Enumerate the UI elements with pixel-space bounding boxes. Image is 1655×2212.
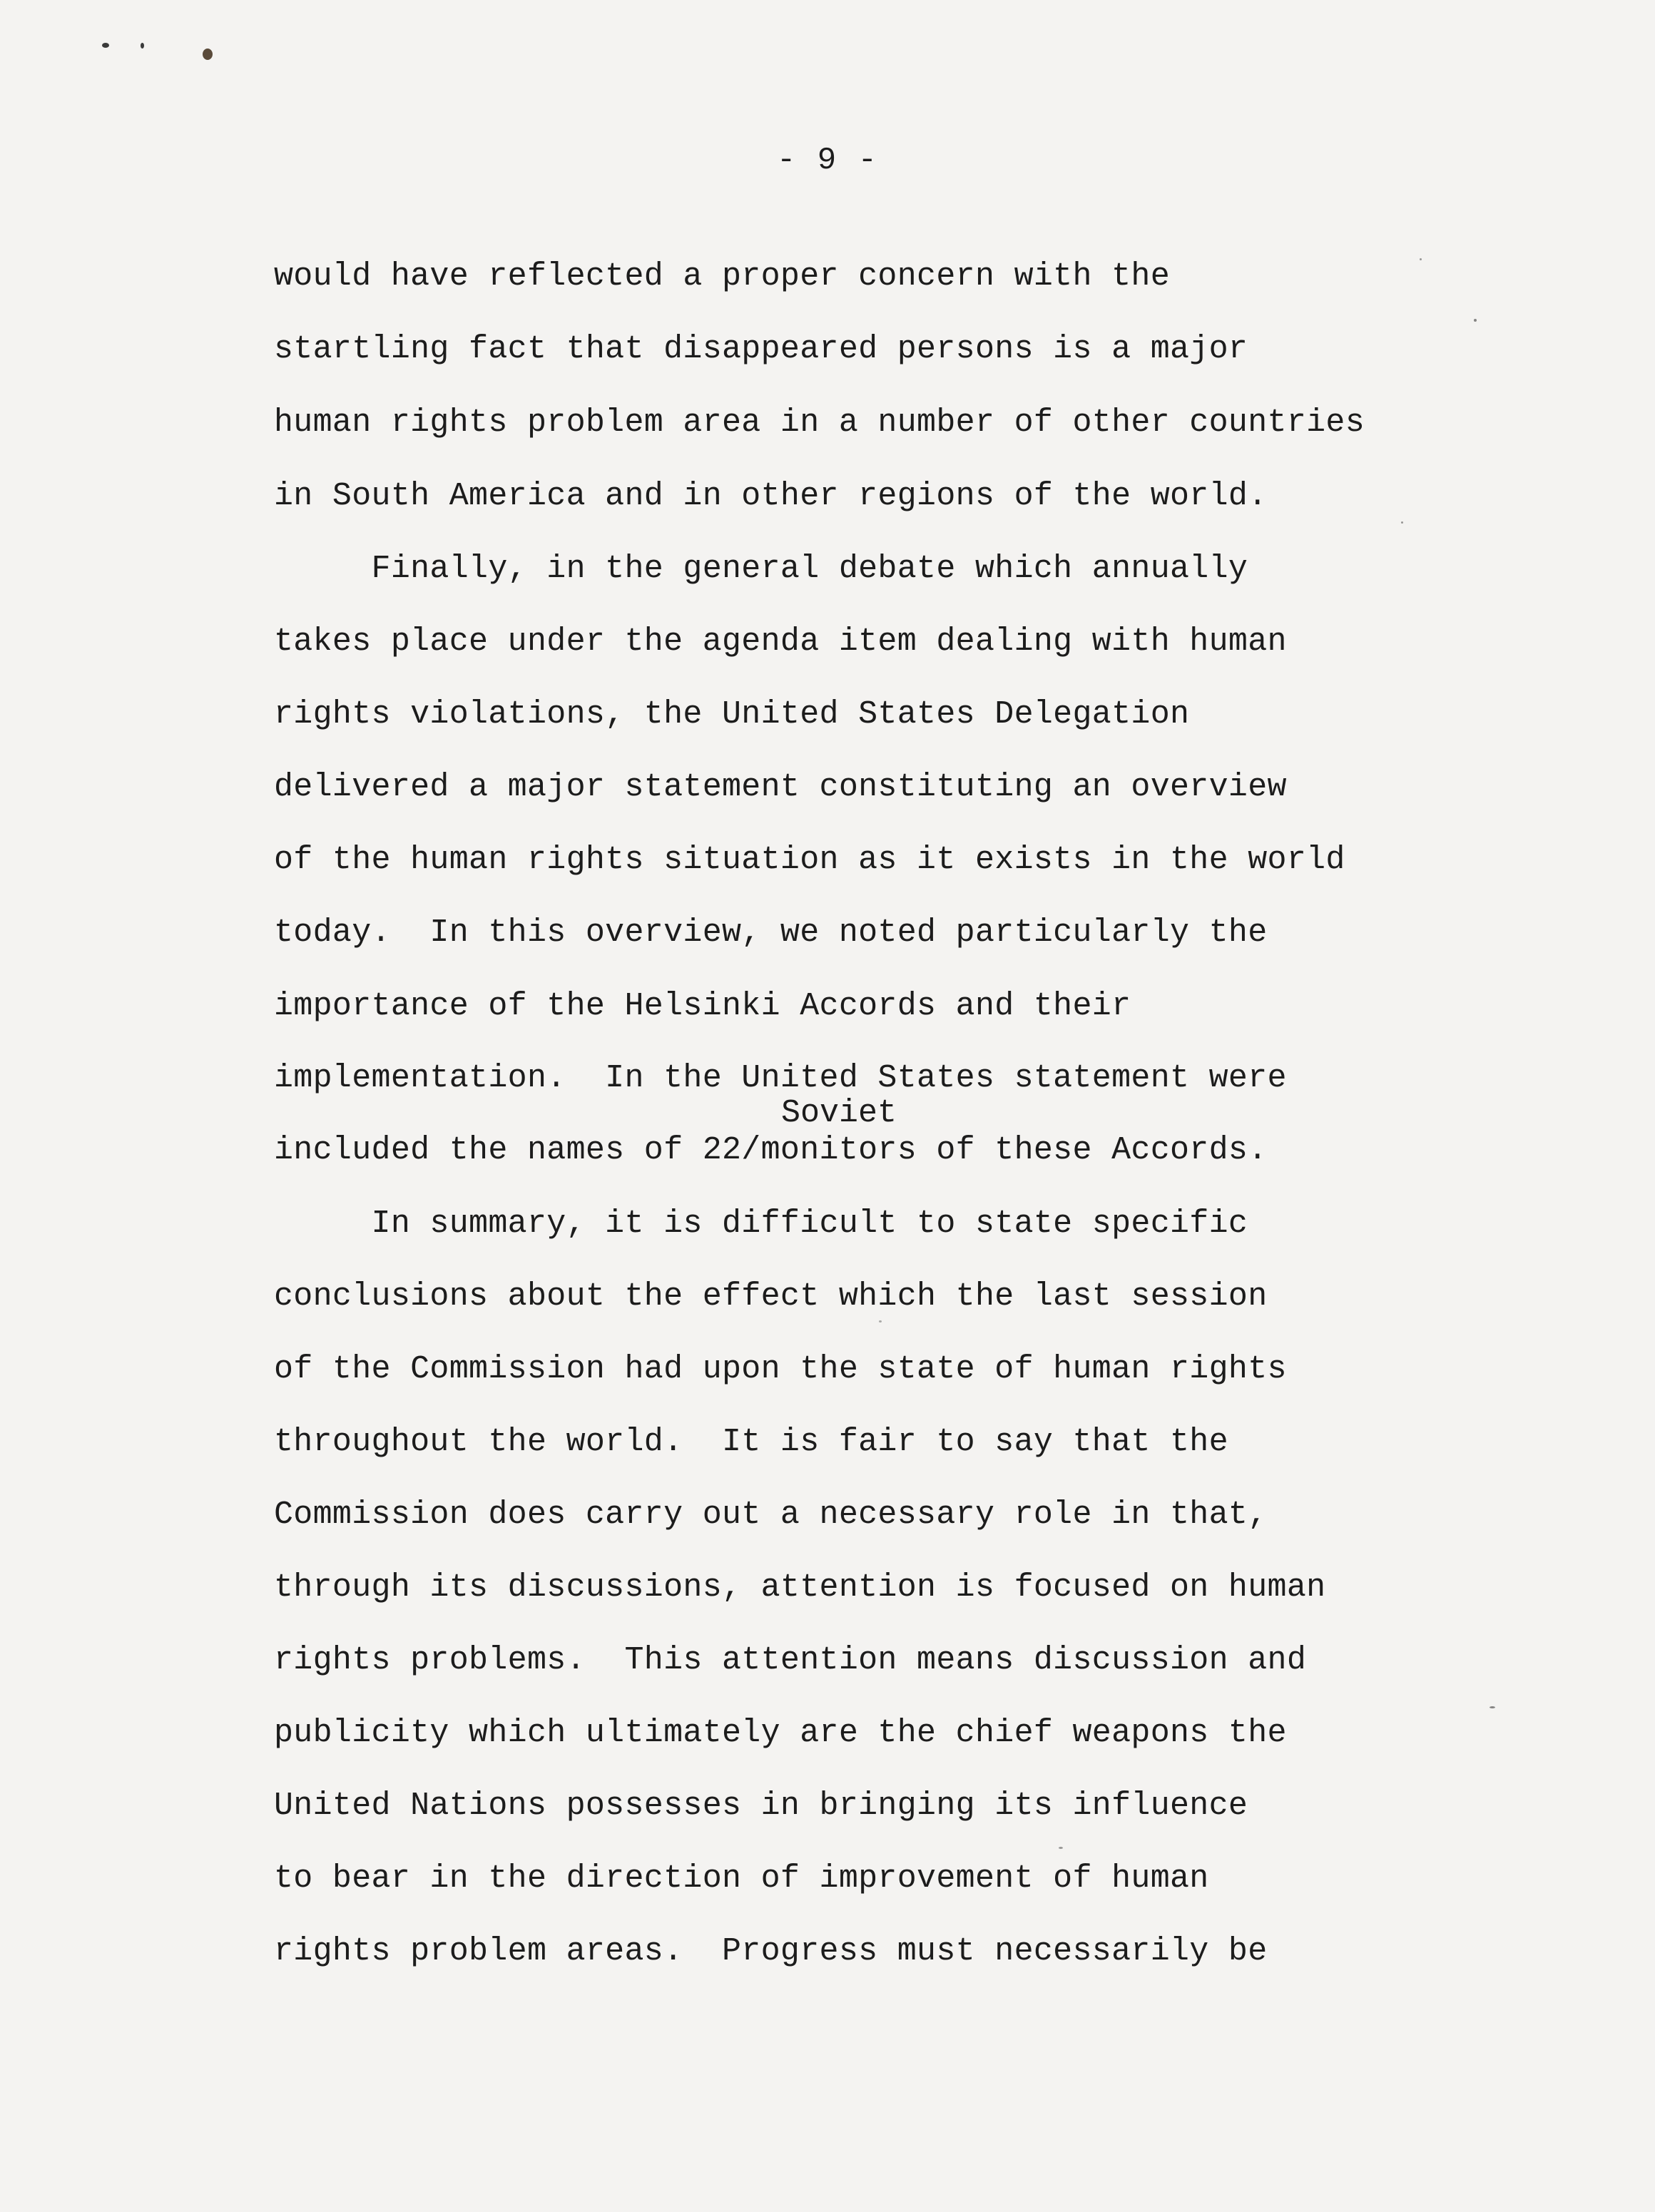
text-line: of the human rights situation as it exists in the world xyxy=(274,842,1345,878)
text-line: today. In this overview, we noted particularly the xyxy=(274,914,1268,951)
text-line: Finally, in the general debate which annually xyxy=(274,551,1248,587)
text-line: rights problem areas. Progress must necessarily be xyxy=(274,1933,1268,1969)
text-line: publicity which ultimately are the chief weapons the xyxy=(274,1715,1287,1751)
text-line: through its discussions, attention is focused on human xyxy=(274,1569,1326,1606)
text-line: Commission does carry out a necessary role in that, xyxy=(274,1497,1268,1533)
text-line: to bear in the direction of improvement of human xyxy=(274,1860,1209,1897)
text-line: throughout the world. It is fair to say that the xyxy=(274,1424,1228,1460)
scan-speck xyxy=(1401,521,1403,524)
text-line: would have reflected a proper concern with the xyxy=(274,258,1171,295)
page-number: - 9 - xyxy=(776,143,879,178)
scan-speck xyxy=(879,1320,882,1322)
text-line: human rights problem area in a number of other countries xyxy=(274,404,1365,441)
text-line: conclusions about the effect which the last session xyxy=(274,1278,1268,1315)
text-line: included the names of 22/monitors of these Accords. xyxy=(274,1132,1268,1168)
text-line: of the Commission had upon the state of human rights xyxy=(274,1351,1287,1387)
scan-speck xyxy=(203,49,213,60)
scan-speck xyxy=(1474,319,1477,322)
text-line: In summary, it is difficult to state specific xyxy=(274,1206,1248,1242)
scan-speck xyxy=(141,43,144,49)
text-line: United Nations possesses in bringing its influence xyxy=(274,1788,1248,1824)
scan-speck xyxy=(1059,1847,1063,1849)
text-line: startling fact that disappeared persons is a major xyxy=(274,331,1248,367)
handwritten-insertion: Soviet xyxy=(781,1095,897,1131)
text-line: importance of the Helsinki Accords and their xyxy=(274,988,1131,1024)
scan-speck xyxy=(1420,258,1422,260)
scan-speck xyxy=(102,43,109,48)
text-line: takes place under the agenda item dealing with human xyxy=(274,623,1287,660)
text-line: implementation. In the United States statement were xyxy=(274,1060,1287,1096)
text-line: rights problems. This attention means discussion and xyxy=(274,1642,1307,1678)
text-line: in South America and in other regions of the world. xyxy=(274,478,1268,514)
text-line: rights violations, the United States Delegation xyxy=(274,696,1190,733)
text-line: delivered a major statement constituting an overview xyxy=(274,769,1287,805)
scan-speck xyxy=(1490,1706,1495,1708)
